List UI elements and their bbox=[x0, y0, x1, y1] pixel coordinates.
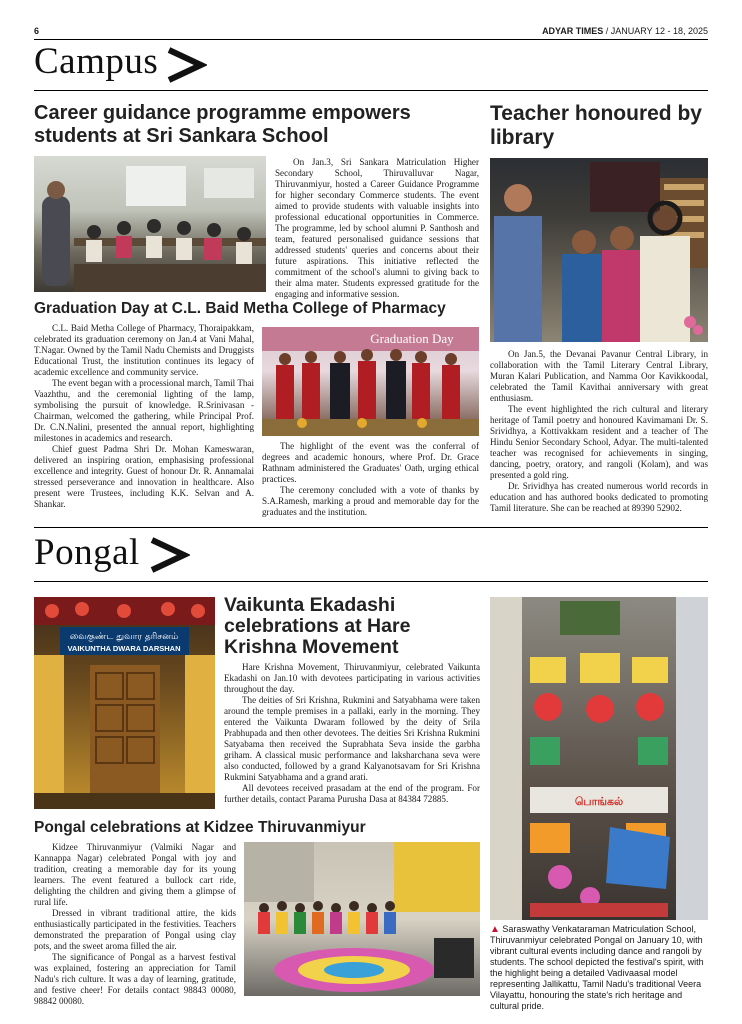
rangoli-illustration bbox=[490, 597, 708, 920]
paragraph: The event highlighted the rich cultural and literary heritage of Tamil poetry and honoured Kavimamani Dr. S. Srividhya, a Kottivakkam resident and a teacher of The Hindu Senior Secondary School, Adyar. The multi-talented teacher was recognised for achievements in singing, dancing, poetry, oratory, and rangoli (Kolam), and was presented a gold ring. bbox=[490, 404, 708, 480]
triangle-up-icon: ▲ bbox=[490, 924, 500, 935]
section-rule bbox=[34, 90, 708, 91]
pongal-banner-text: பொங்கல் bbox=[574, 795, 624, 808]
caption-text: Saraswathy Venkataraman Matriculation School, Thiruvanmiyur celebrated Pongal on January 10, with vibrant cultural events including dance and rangoli by students. The school depicted the festival's spirit, with the highlight being a detailed Vadivaasal model representing Jallikattu, Tamil Nadu's traditional Veera Vilayattu, honouring the state's rich heritage and cultural pride. bbox=[490, 924, 704, 1011]
photo-graduation-stage bbox=[262, 327, 479, 436]
page-number: 6 bbox=[34, 26, 40, 36]
sign-english-text: VAIKUNTHA DWARA DARSHAN bbox=[67, 644, 181, 653]
paragraph: Kidzee Thiruvanmiyur (Valmiki Nagar and Kannappa Nagar) celebrated Pongal with joy and tradition, creating a memorable day for its young learners. The event featured a bullock cart ride, delighting the children and giving them a glimpse of rural life. bbox=[34, 842, 236, 907]
article-body-graduation-col1 bbox=[34, 323, 254, 510]
article-title-career: Career guidance programme empowers students at Sri Sankara School bbox=[34, 102, 411, 147]
section-title-pongal: Pongal bbox=[34, 532, 140, 573]
paragraph: All devotees received prasadam at the end of the program. For further details, contact Parama Purusha Dasa at 84384 72885. bbox=[224, 783, 480, 804]
classroom-illustration bbox=[34, 156, 266, 292]
chevron-right-icon bbox=[146, 536, 190, 574]
section-title-campus: Campus bbox=[34, 41, 159, 82]
banner-text: Graduation Day bbox=[370, 331, 454, 346]
page-header bbox=[34, 24, 708, 40]
photo-kidzee-pongal bbox=[244, 842, 480, 996]
section-rule bbox=[34, 581, 708, 582]
photo-vaikunta-door bbox=[34, 597, 215, 809]
paragraph: The highlight of the event was the conferral of degrees and academic honours, where Prof. Dr. Grace Rathnam administered the Graduates' Oath, urging ethical practices. bbox=[262, 441, 479, 484]
paragraph: The ceremony concluded with a vote of thanks by S.A.Ramesh, marking a proud and memorable day for the graduates and the institution. bbox=[262, 485, 479, 517]
paragraph: Dr. Srividhya has created numerous world records in education and has authored books dedicated to promoting Tamil literature. She can be reached at 89390 52902. bbox=[490, 481, 708, 513]
paragraph: Dressed in vibrant traditional attire, the kids enthusiastically participated in the festivities. Teachers demonstrated the preparation of Pongal using clay pots, and the sweet aroma filled the air. bbox=[34, 908, 236, 951]
article-title-kidzee: Pongal celebrations at Kidzee Thiruvanmiyur bbox=[34, 819, 366, 836]
sign-tamil-text: வைகுண்ட துவார தரிசனம் bbox=[69, 632, 179, 642]
photo-caption-saraswathy bbox=[490, 924, 710, 1012]
award-ceremony-illustration bbox=[490, 158, 708, 342]
issue-date: JANUARY 12 - 18, 2025 bbox=[610, 26, 708, 36]
paragraph: Chief guest Padma Shri Dr. Mohan Kameswaran, delivered an inspiring oration, emphasising professional excellence and integrity. Guest of honour Dr. R. Annamalai stressed perseverance and innovation in healthcare. Also present were Trustees, including K.K. Selvan and A. Shankar. bbox=[34, 444, 254, 509]
chevron-right-icon bbox=[163, 46, 207, 84]
graduation-stage-illustration bbox=[262, 327, 479, 436]
article-body-career bbox=[275, 157, 479, 300]
paragraph: The event began with a processional march, Tamil Thai Vaazhthu, and the ceremonial lighting of the lamp, symbolising the pursuit of knowledge. R.Srinivasan - Chairman, welcomed the gathering, while Principal Prof. Dr. C.N.Nalini, presented the annual report, highlighting milestones in academics and research. bbox=[34, 378, 254, 443]
article-body-graduation-col2 bbox=[262, 441, 479, 518]
article-title-teacher: Teacher honoured by library bbox=[490, 102, 702, 149]
temple-door-illustration bbox=[34, 597, 215, 809]
article-body-kidzee bbox=[34, 842, 236, 1007]
article-body-teacher bbox=[490, 349, 708, 514]
paragraph: Hare Krishna Movement, Thiruvanmiyur, celebrated Vaikunta Ekadashi on Jan.10 with devotees participating in various activities throughout the day. bbox=[224, 662, 480, 694]
paragraph: On Jan.5, the Devanai Pavanur Central Library, in collaboration with the Tamil Literary Central Library, Muran Kalari Publication, and Namma Oor Kavikkoodal, celebrated the Tamil Kavithai anniversary with great enthusiasm. bbox=[490, 349, 708, 403]
paragraph: The significance of Pongal as a harvest festival was explained, fostering an appreciation for Tamil Nadu's rich culture. It was a day of learning, gratitude, and festive cheer! For details contact 98843 00080, 98842 00080. bbox=[34, 952, 236, 1006]
article-title-graduation: Graduation Day at C.L. Baid Metha College of Pharmacy bbox=[34, 300, 446, 317]
publication-name: ADYAR TIMES bbox=[542, 26, 604, 36]
paragraph: On Jan.3, Sri Sankara Matriculation Higher Secondary School, Thiruvalluvar Nagar, Thiruvanmiyur, hosted a Career Guidance Programme for higher secondary Commerce students. The event aimed to provide students with valuable insights into professional educational opportunities in Commerce. The programme, led by school alumni P. Santhosh and team, featured personalised guidance sessions that addressed students' queries and concerns about their future aspirations. This initiative reflected the commitment of the school's alumni to giving back to their alma mater. Students expressed gratitude for the engaging and informative session. bbox=[275, 157, 479, 299]
photo-teacher-award bbox=[490, 158, 708, 342]
publication-dateline: ADYAR TIMES / JANUARY 12 - 18, 2025 bbox=[542, 26, 708, 36]
photo-saraswathy-rangoli bbox=[490, 597, 708, 920]
kidzee-celebration-illustration bbox=[244, 842, 480, 996]
paragraph: C.L. Baid Metha College of Pharmacy, Thoraipakkam, celebrated its graduation ceremony on Jan.4 at Vani Mahal, T.Nagar. Owned by the Tamil Nadu Chemists and Druggists Educational Trust, the institution continues its legacy of academic excellence and community service. bbox=[34, 323, 254, 377]
article-body-vaikunta bbox=[224, 662, 480, 805]
paragraph: The deities of Sri Krishna, Rukmini and Satyabhama were taken around the temple premises in a pallaki, early in the morning. They entered the Vaikunta Dwaram followed by the deity of Srila Prabhupada and then other devotees. The deities Sri Krishna Rukmini Satyabama then received the Suprabhata Seva inside the garbha griham. A classical music performance and laksharchana seva were also conducted, followed by a grand Kalyanotsavam for Sri Krishna Rukmini Satyabhama and a grand arati. bbox=[224, 695, 480, 782]
photo-career-classroom bbox=[34, 156, 266, 292]
section-divider bbox=[34, 527, 708, 528]
article-title-vaikunta: Vaikunta Ekadashi celebrations at Hare Krishna Movement bbox=[224, 594, 411, 658]
